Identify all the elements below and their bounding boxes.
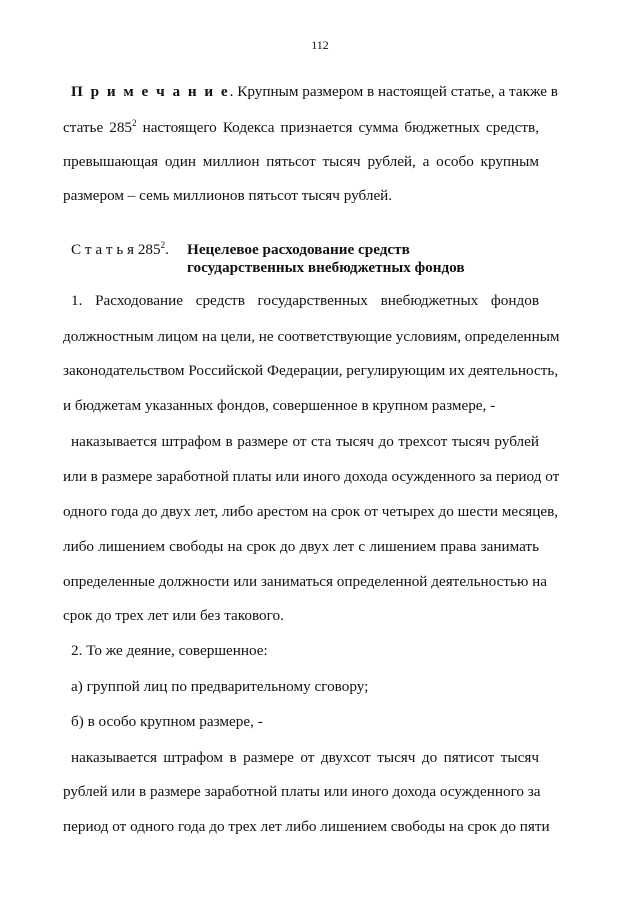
article-label-sup: 2: [160, 239, 166, 250]
body-line: наказывается штрафом в размере от двухсот тысяч до пятисот тысяч: [71, 749, 539, 766]
article-label: [71, 240, 169, 260]
note-line-1: [71, 82, 558, 102]
body-line: законодательством Российской Федерации, регулирующим их деятельность,: [63, 362, 559, 379]
article-title-line-1: Нецелевое расходование средств: [187, 241, 410, 258]
page-number: 112: [311, 38, 329, 52]
body-line: либо лишением свободы на срок до двух лет с лишением права занимать: [63, 538, 539, 555]
body-line: б) в особо крупном размере, -: [71, 713, 263, 730]
body-line: и бюджетам указанных фондов, совершенное в крупном размере, -: [63, 397, 496, 414]
article-label-end: .: [165, 241, 169, 258]
body-line: срок до трех лет или без такового.: [63, 607, 284, 624]
note-line-4: размером – семь миллионов пятьсот тысяч рублей.: [63, 187, 393, 204]
note-line-2-a: статье 285: [63, 119, 133, 136]
note-line-3: превышающая один миллион пятьсот тысяч рублей, а особо крупным: [63, 153, 539, 170]
body-line: одного года до двух лет, либо арестом на срок от четырех до шести месяцев,: [63, 503, 559, 520]
body-line: период от одного года до трех лет либо лишением свободы на срок до пяти: [63, 818, 550, 835]
article-label-text: С т а т ь я 285: [71, 241, 161, 258]
body-line: рублей или в размере заработной платы или иного дохода осужденного за: [63, 783, 541, 800]
note-label: П р и м е ч а н и е: [71, 83, 230, 100]
note-line-1-text: . Крупным размером в настоящей статье, а также в: [229, 83, 558, 100]
note-line-2-sup: 2: [132, 117, 137, 128]
body-line: должностным лицом на цели, не соответствующие условиям, определенным: [63, 328, 560, 345]
body-line: а) группой лиц по предварительному сговору;: [71, 678, 369, 695]
body-line: 2. То же деяние, совершенное:: [71, 642, 268, 659]
article-title-line-2: государственных внебюджетных фондов: [187, 259, 465, 276]
body-line: определенные должности или заниматься определенной деятельностью на: [63, 573, 547, 590]
body-line: или в размере заработной платы или иного дохода осужденного за период от: [63, 468, 560, 485]
body-line: 1. Расходование средств государственных внебюджетных фондов: [71, 292, 539, 309]
note-line-2-b: настоящего Кодекса признается сумма бюджетных средств,: [136, 119, 539, 136]
body-line: наказывается штрафом в размере от ста тысяч до трехсот тысяч рублей: [71, 433, 539, 450]
note-line-2: [63, 118, 539, 138]
